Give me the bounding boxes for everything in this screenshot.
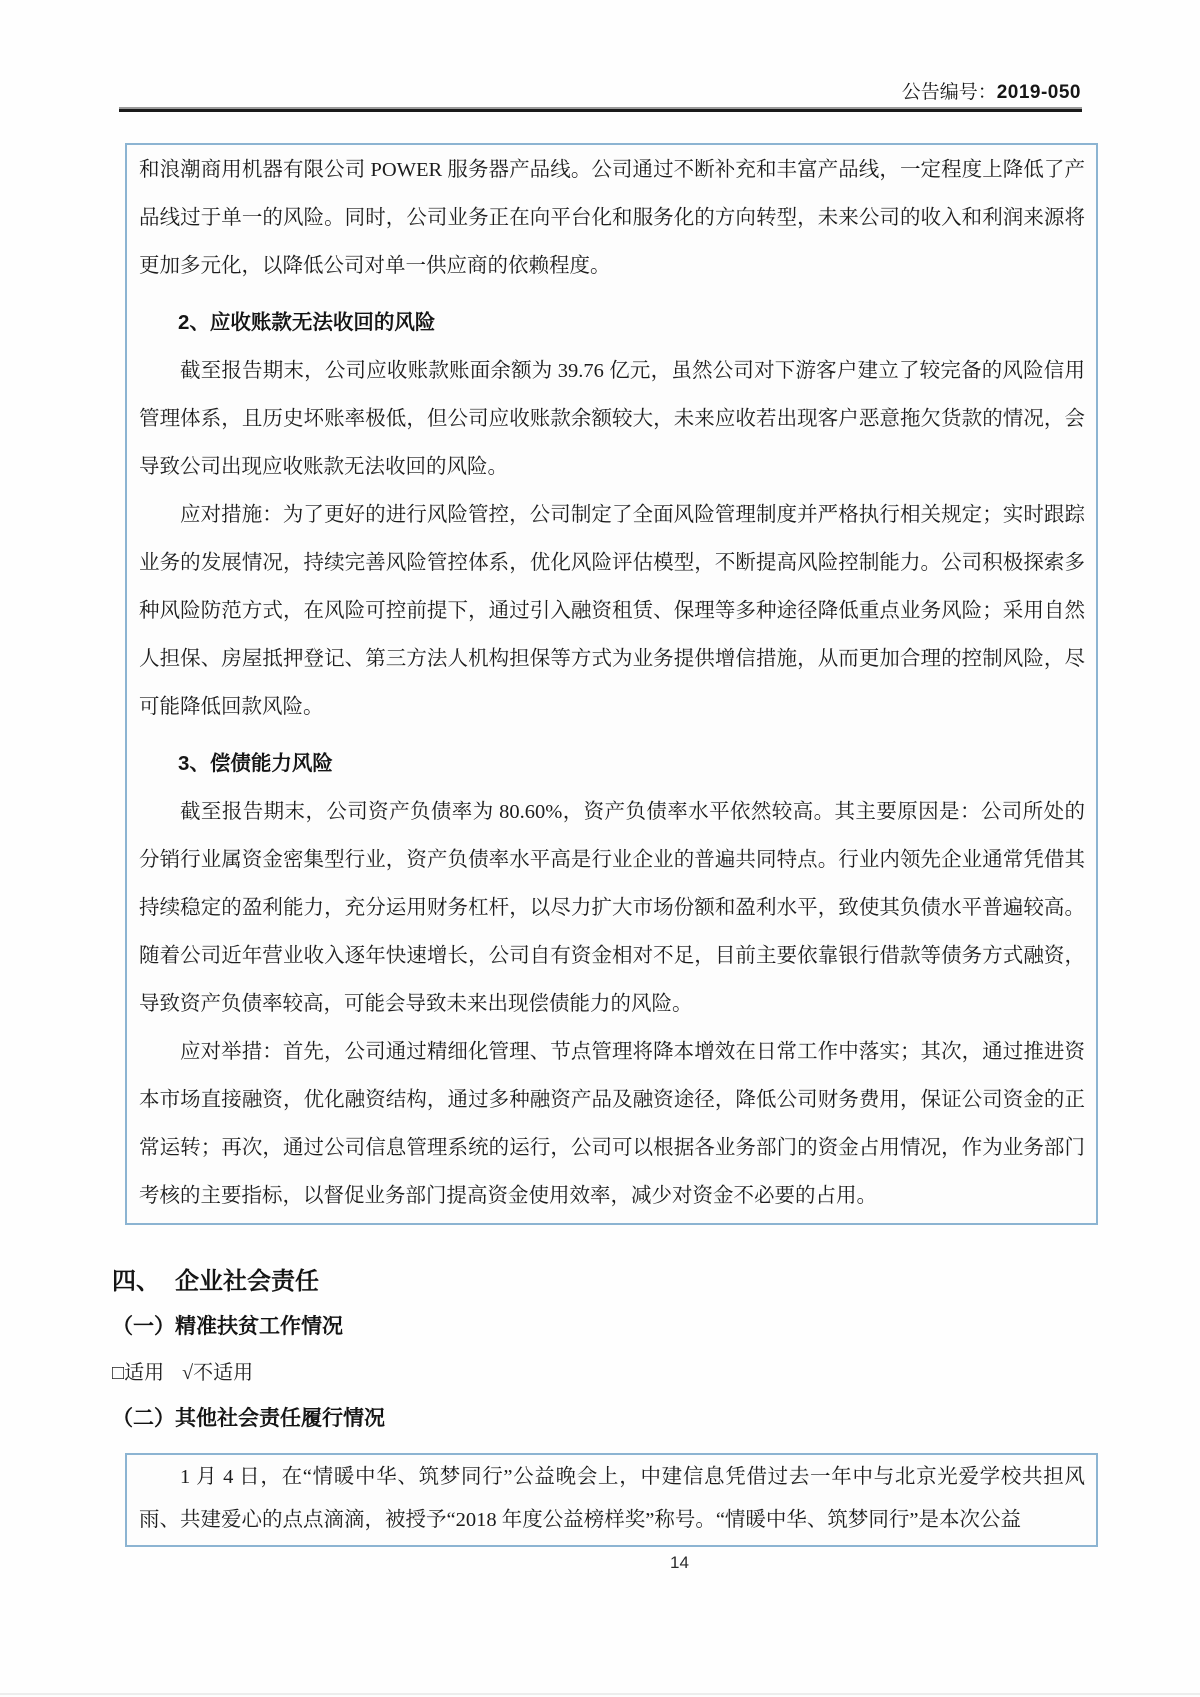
heading-receivables-risk: 2、应收账款无法收回的风险 bbox=[177, 311, 436, 334]
announcement-number-value: 2019-050 bbox=[996, 82, 1081, 103]
announcement-number-label: 公告编号： bbox=[901, 82, 997, 103]
subsection-heading-poverty-alleviation bbox=[112, 1310, 343, 1344]
paragraph-charity-gala: 1 月 4 日，在“情暖中华、筑梦同行”公益晚会上，中建信息凭借过去一年中与北京光爱学校共担风雨、共建爱心的点点滴滴，被授予“2018 年度公益榜样奖”称号。“情暖中华、筑梦同行”是本次公益 bbox=[139, 1466, 1085, 1531]
subsection-heading-other-social-responsibility bbox=[112, 1402, 385, 1436]
paragraph-solvency-measures: 应对举措：首先，公司通过精细化管理、节点管理将降本增效在日常工作中落实；其次，通过推进资本市场直接融资，优化融资结构，通过多种融资产品及融资途径，降低公司财务费用，保证公司资金的正常运转；再次，通过公司信息管理系统的运行，公司可以根据各业务部门的资金占用情况，作为业务部门考核的主要指标，以督促业务部门提高资金使用效率，减少对资金不必要的占用。 bbox=[139, 1041, 1085, 1207]
section-title: 企业社会责任 bbox=[175, 1268, 319, 1295]
header-rule bbox=[119, 109, 1082, 112]
heading-solvency-risk: 3、偿债能力风险 bbox=[177, 752, 333, 775]
paragraph-receivables-measures: 应对措施：为了更好的进行风险管控，公司制定了全面风险管理制度并严格执行相关规定；实时跟踪业务的发展情况，持续完善风险管控体系，优化风险评估模型，不断提高风险控制能力。公司积极探索多种风险防范方式，在风险可控前提下，通过引入融资租赁、保理等多种途径降低重点业务风险；采用自然人担保、房屋抵押登记、第三方法人机构担保等方式为业务提供增信措施，从而更加合理的控制风险，尽可能降低回款风险。 bbox=[139, 504, 1085, 718]
paragraph-solvency-risk: 截至报告期末，公司资产负债率为 80.60%，资产负债率水平依然较高。其主要原因是：公司所处的分销行业属资金密集型行业，资产负债率水平高是行业企业的普遍共同特点。行业内领先企业通常凭借其持续稳定的盈利能力，充分运用财务杠杆，以尽力扩大市场份额和盈利水平，致使其负债水平普遍较高。随着公司近年营业收入逐年快速增长，公司自有资金相对不足，目前主要依靠银行借款等债务方式融资，导致资产负债率较高，可能会导致未来出现偿债能力的风险。 bbox=[139, 801, 1085, 1015]
checkbox-applicable-option: □适用 bbox=[112, 1362, 165, 1384]
section-number: 四、 bbox=[112, 1268, 160, 1295]
subsection-title: 精准扶贫工作情况 bbox=[175, 1315, 343, 1338]
charity-text-box bbox=[125, 1453, 1098, 1547]
subsection-number: （一） bbox=[112, 1315, 175, 1338]
paragraph-supplier-risk-continuation: 和浪潮商用机器有限公司 POWER 服务器产品线。公司通过不断补充和丰富产品线，一定程度上降低了产品线过于单一的风险。同时，公司业务正在向平台化和服务化的方向转型，未来公司的收入和利润来源将更加多元化，以降低公司对单一供应商的依赖程度。 bbox=[139, 159, 1085, 277]
page-number: 14 bbox=[670, 1553, 689, 1572]
risk-text-box bbox=[125, 143, 1098, 1225]
applicability-line bbox=[112, 1358, 253, 1388]
checkmark-not-applicable-option: √不适用 bbox=[182, 1362, 254, 1384]
bottom-edge-rule bbox=[0, 1693, 1200, 1695]
subsection-number: （二） bbox=[112, 1407, 175, 1430]
subsection-title: 其他社会责任履行情况 bbox=[175, 1407, 385, 1430]
section-heading-social-responsibility bbox=[112, 1262, 319, 1302]
paragraph-receivables-risk: 截至报告期末，公司应收账款账面余额为 39.76 亿元，虽然公司对下游客户建立了较完备的风险信用管理体系，且历史坏账率极低，但公司应收账款余额较大，未来应收若出现客户恶意拖欠货款的情况，会导致公司出现应收账款无法收回的风险。 bbox=[139, 360, 1085, 478]
announcement-number bbox=[902, 80, 1081, 106]
